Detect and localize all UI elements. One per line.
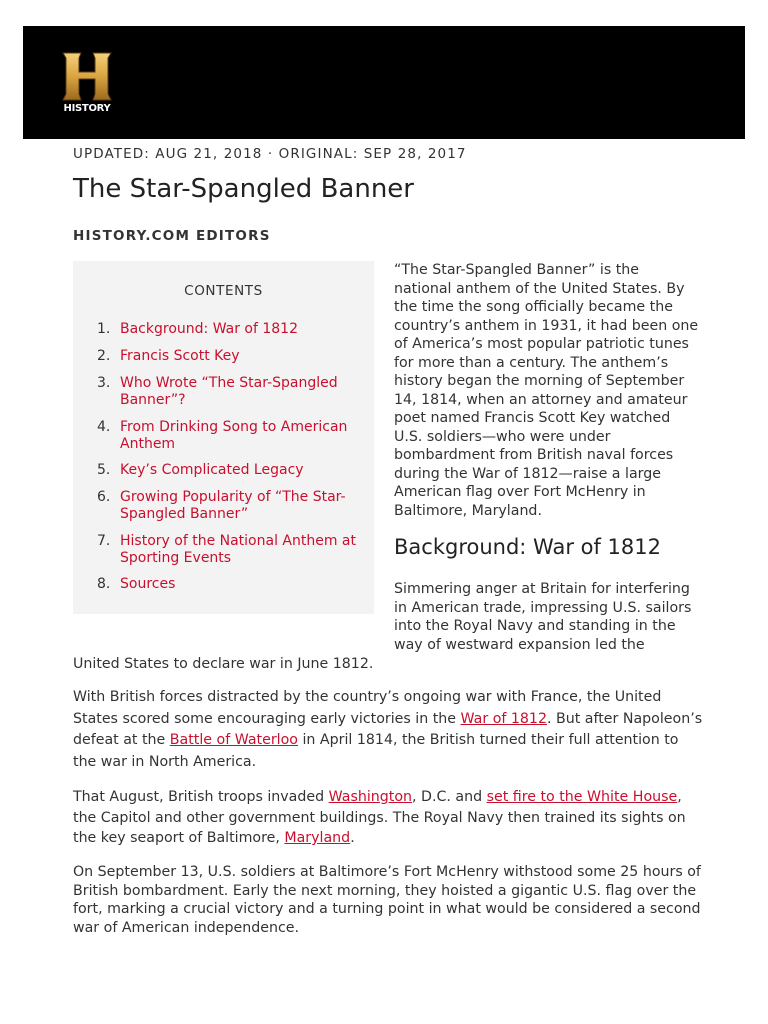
toc-link-sporting-events[interactable]: History of the National Anthem at Sporting Events [120, 533, 356, 566]
toc-link-drinking-song[interactable]: From Drinking Song to American Anthem [120, 419, 348, 452]
article-author: HISTORY.COM EDITORS [73, 228, 271, 244]
paragraph-text: That August, British troops invaded [73, 789, 329, 805]
paragraph-text: With British forces distracted by the country’s ongoing war with France, the United States scored some encouraging early victories in the [73, 689, 662, 727]
history-h-logo-icon [57, 50, 117, 104]
paragraph-august-invasion [73, 787, 703, 849]
link-war-of-1812[interactable]: War of 1812 [460, 710, 547, 727]
paragraph-text: , the Capitol and other government buildings. The Royal Navy then trained its sights on the key seaport of Baltimore, [73, 789, 686, 846]
toc-item-number: 7. [97, 533, 111, 549]
article-title: The Star-Spangled Banner [73, 174, 414, 204]
link-white-house[interactable]: set fire to the White House [486, 789, 678, 805]
paragraph-text: , D.C. and [412, 789, 487, 805]
history-logo[interactable] [57, 50, 117, 116]
link-maryland[interactable]: Maryland [284, 830, 351, 846]
toc-link-background-war-of-1812[interactable]: Background: War of 1812 [120, 321, 298, 337]
article-dates: UPDATED: AUG 21, 2018 · ORIGINAL: SEP 28, 2017 [73, 146, 467, 162]
toc-link-complicated-legacy[interactable]: Key’s Complicated Legacy [120, 462, 304, 478]
section-heading-war-of-1812: Background: War of 1812 [394, 535, 661, 559]
paragraph-simmering-anger-continued: United States to declare war in June 1812. [73, 656, 374, 672]
paragraph-text: . [350, 830, 355, 846]
toc-item-number: 5. [97, 462, 111, 478]
paragraph-simmering-anger: Simmering anger at Britain for interfering in American trade, impressing U.S. sailors into the Royal Navy and standing in the way of westward expansion led the [394, 581, 692, 653]
toc-link-francis-scott-key[interactable]: Francis Scott Key [120, 348, 240, 364]
toc-link-growing-popularity[interactable]: Growing Popularity of “The Star-Spangled Banner” [120, 489, 346, 522]
toc-link-sources[interactable]: Sources [120, 576, 176, 592]
toc-item-number: 1. [97, 321, 111, 337]
toc-title: CONTENTS [184, 283, 263, 299]
link-washington[interactable]: Washington [328, 789, 412, 805]
table-of-contents [73, 261, 374, 614]
toc-link-who-wrote[interactable]: Who Wrote “The Star-Spangled Banner”? [120, 375, 338, 408]
site-header [23, 26, 745, 139]
paragraph-text: . But after Napoleon’s defeat at the [73, 710, 703, 748]
toc-item-number: 2. [97, 348, 111, 364]
paragraph-british-forces [73, 687, 703, 773]
toc-item-number: 6. [97, 489, 111, 505]
link-battle-of-waterloo[interactable]: Battle of Waterloo [169, 732, 298, 748]
paragraph-fort-mchenry: On September 13, U.S. soldiers at Baltimore’s Fort McHenry withstood some 25 hours of British bombardment. Early the next morning, they hoisted a gigantic U.S. flag over the fort, marking a crucial victory and a turning point in what would be considered a second war of American independence. [73, 864, 701, 936]
logo-wordmark: HISTORY [63, 103, 111, 114]
toc-item-number: 3. [97, 375, 111, 391]
intro-paragraph: “The Star-Spangled Banner” is the national anthem of the United States. By the time the song officially became the country’s anthem in 1931, it had been one of America’s most popular patriotic tunes for more than a century. The anthem’s history began the morning of September 14, 1814, when an attorney and amateur poet named Francis Scott Key watched U.S. soldiers—who were under bombardment from British naval forces during the War of 1812—raise a large American flag over Fort McHenry in Baltimore, Maryland. [394, 262, 699, 519]
toc-item-number: 4. [97, 419, 111, 435]
toc-item-number: 8. [97, 576, 111, 592]
paragraph-text: in April 1814, the British turned their full attention to the war in North America. [73, 732, 679, 770]
